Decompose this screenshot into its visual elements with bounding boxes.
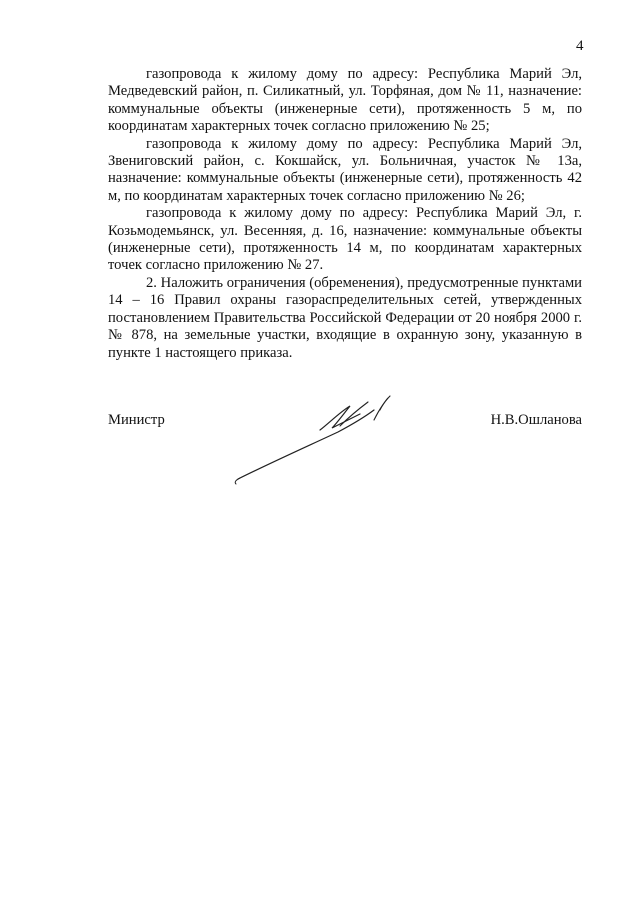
page-number: 4	[576, 38, 584, 54]
signer-name: Н.В.Ошланова	[490, 412, 582, 428]
signature-block	[108, 404, 582, 514]
document-body	[108, 66, 582, 362]
handwritten-signature-icon	[228, 394, 428, 504]
paragraph-restrictions: 2. Наложить ограничения (обременения), предусмотренные пунктами 14 – 16 Правил охраны газораспределительных сетей, утвержденных постановлением Правительства Российской Федерации от 20 ноября 2000 г. № 878, на земельные участки, входящие в охранную зону, указанную в пункте 1 настоящего приказа.	[108, 274, 582, 361]
signer-title: Министр	[108, 412, 165, 428]
paragraph-gas-pipeline-zvenigovsky: газопровода к жилому дому по адресу: Республика Марий Эл, Звениговский район, с. Кокшайск, ул. Больничная, участок № 13а, назначение: коммунальные объекты (инженерные сети), протяженность 42 м, по координатам характерных точек согласно приложению № 26;	[108, 135, 582, 204]
paragraph-gas-pipeline-kozmodemyansk: газопровода к жилому дому по адресу: Республика Марий Эл, г. Козьмодемьянск, ул. Весенняя, д. 16, назначение: коммунальные объекты (инженерные сети), протяженность 14 м, по координатам характерных точек согласно приложению № 27.	[108, 205, 582, 274]
paragraph-gas-pipeline-medvedevsky: газопровода к жилому дому по адресу: Республика Марий Эл, Медведевский район, п. Силикатный, ул. Торфяная, дом № 11, назначение: коммунальные объекты (инженерные сети), протяженность 5 м, по координатам характерных точек согласно приложению № 25;	[108, 66, 582, 135]
